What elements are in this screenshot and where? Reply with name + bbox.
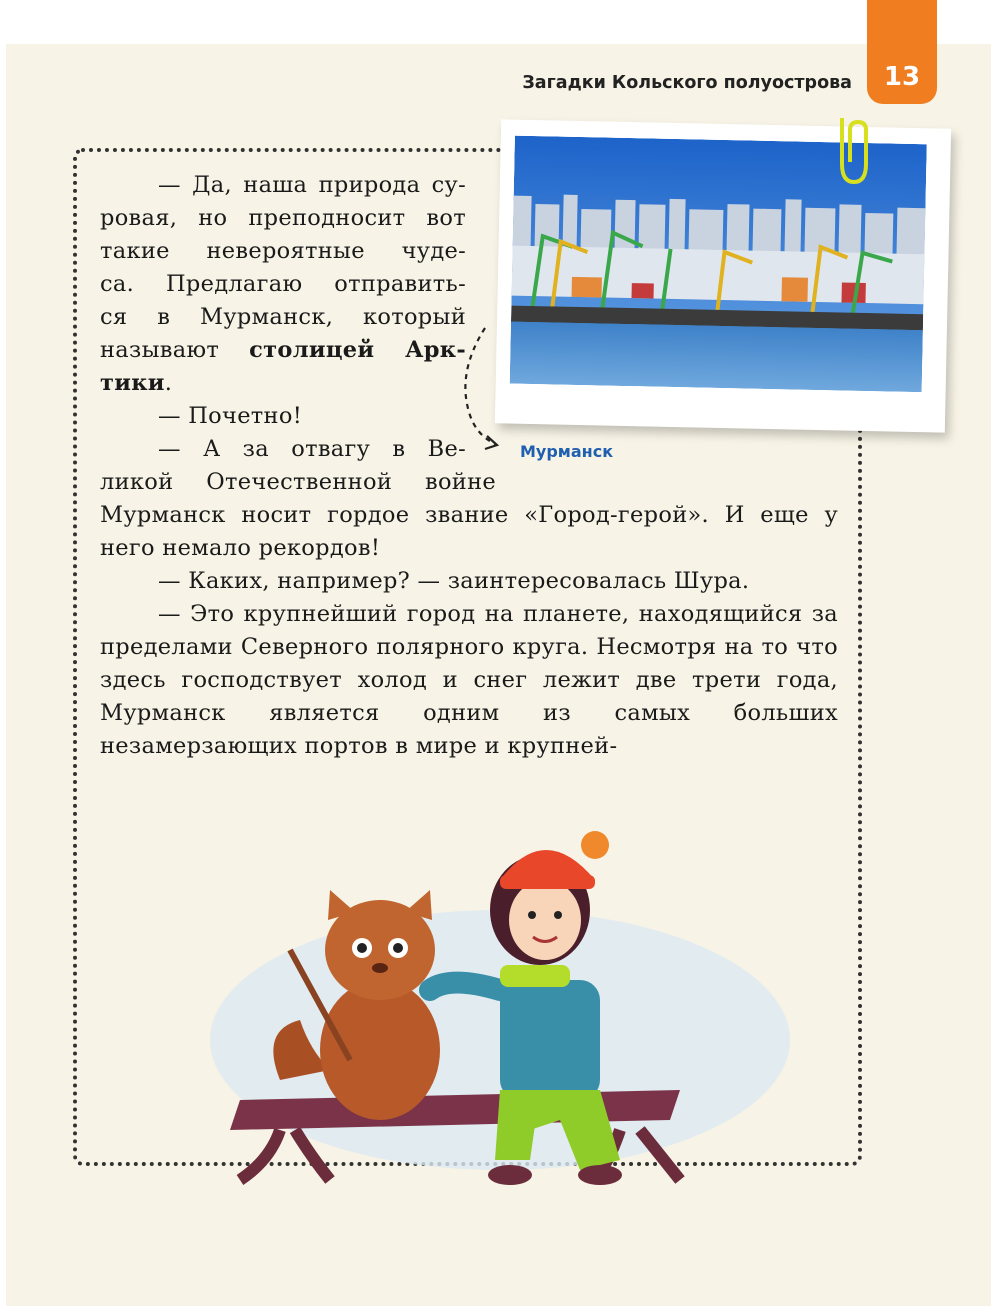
paragraph-war-line2 — [100, 466, 496, 499]
text-line: ся в Мурманск, который — [100, 304, 466, 330]
paragraph: — Это крупнейший город на планете, находящийся за пределами Северного полярного круга. Несмотря на то что здесь господствует холод и снег лежит две трети года, Мурманск является одним из самых больших незамерзающих портов в мире и крупней- — [100, 601, 838, 759]
text-line: — А за отвагу в Ве- — [158, 436, 466, 462]
chapter-title: Загадки Кольского полуострова — [522, 73, 852, 93]
text-line: ликой Отечественной войне — [100, 469, 496, 495]
page-number: 13 — [883, 62, 921, 92]
highlight-capital-end: тики — [100, 370, 165, 396]
text-line: — Да, наша природа су- — [158, 172, 466, 198]
text-span: называют — [100, 337, 250, 363]
paragraph: — Каких, например? — заинтересовалась Шура. — [158, 568, 750, 594]
paragraph: Мурманск носит гордое звание «Город-герой». И еще у него немало рекордов! — [100, 502, 838, 561]
text-line — [100, 367, 466, 400]
highlight-capital: столицей Арк- — [249, 337, 466, 363]
text-line: — Почетно! — [158, 403, 303, 429]
text-line: ровая, но преподносит вот — [100, 205, 466, 231]
text-line — [100, 334, 466, 367]
text-span: . — [164, 370, 173, 396]
paragraph-intro — [100, 169, 466, 433]
paragraph-main — [100, 499, 838, 763]
text-line: са. Предлагаю отправить- — [100, 271, 466, 297]
girl-and-cat-illustration — [200, 800, 800, 1200]
photo-card — [495, 119, 951, 432]
paperclip-icon — [832, 112, 872, 192]
text-line: такие невероятные чуде- — [100, 238, 466, 264]
paragraph-war — [100, 433, 466, 466]
photo-caption: Мурманск — [520, 442, 614, 461]
